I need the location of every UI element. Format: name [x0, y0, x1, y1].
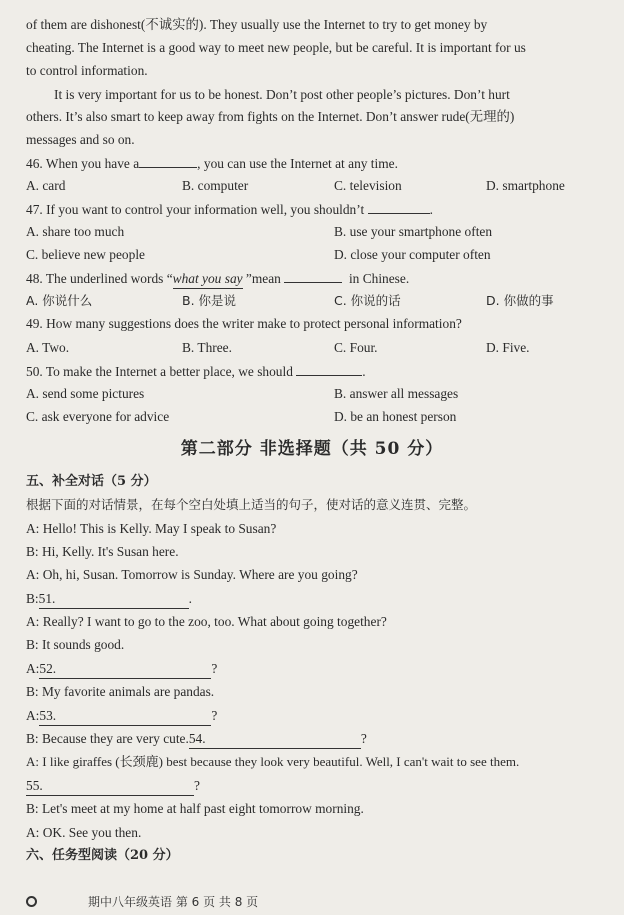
- blank-51: 51.: [39, 590, 189, 609]
- option-b: B. Three.: [182, 340, 232, 355]
- passage-line: others. It’s also smart to keep away from fights on the Internet. Don’t answer rude(无理的): [26, 109, 515, 124]
- section-five-heading: 五、补全对话（5 分）: [26, 474, 157, 489]
- passage-line: messages and so on.: [26, 132, 135, 147]
- dialogue-line-53: A:53. ?: [26, 707, 217, 726]
- option-c: C. believe new people: [26, 247, 145, 262]
- option-b: B. 你是说: [182, 293, 237, 308]
- question-50: 50. To make the Internet a better place, we should .: [26, 364, 366, 379]
- dialogue-line: B: My favorite animals are pandas.: [26, 684, 215, 699]
- section-five-instruction: 根据下面的对话情景，在每个空白处填上适当的句子，使对话的意义连贯、完整。: [26, 497, 477, 512]
- dialogue-line: A: I like giraffes (长颈鹿) best because they look very beautiful. Well, I can't wait to see them.: [26, 754, 520, 769]
- option-a: A. card: [26, 178, 66, 193]
- passage-line: of them are dishonest(不诚实的). They usually use the Internet to try to get money by: [26, 17, 488, 32]
- dialogue-line-51: B:51. .: [26, 590, 192, 609]
- option-c: C. 你说的话: [334, 293, 401, 308]
- option-a: A. 你说什么: [26, 293, 93, 308]
- question-47: 47. If you want to control your information well, you shouldn’t .: [26, 202, 433, 217]
- question-48: 48. The underlined words “what you say ”mean in Chinese.: [26, 269, 409, 289]
- answer-blank: [296, 362, 362, 376]
- answer-blank: [284, 269, 342, 283]
- question-46: 46. When you have a , you can use the Internet at any time.: [26, 156, 398, 171]
- passage-line: to control information.: [26, 63, 148, 78]
- option-d: D. smartphone: [486, 178, 565, 193]
- option-b: B. computer: [182, 178, 249, 193]
- section-six-heading: 六、任务型阅读（20 分）: [26, 848, 179, 863]
- dialogue-line-54: B: Because they are very cute.54. ?: [26, 730, 367, 749]
- dialogue-line-52: A:52. ?: [26, 660, 217, 679]
- option-a: A. Two.: [26, 340, 70, 355]
- question-49: 49. How many suggestions does the writer make to protect personal information?: [26, 316, 462, 331]
- option-c: C. Four.: [334, 340, 378, 355]
- option-d: D. 你做的事: [486, 293, 554, 308]
- underlined-words: what you say: [173, 270, 243, 289]
- dialogue-line: A: OK. See you then.: [26, 825, 142, 840]
- passage-line: cheating. The Internet is a good way to meet new people, but be careful. It is important for us: [26, 40, 526, 55]
- option-c: C. television: [334, 178, 402, 193]
- option-a: A. share too much: [26, 224, 125, 239]
- dialogue-line: A: Hello! This is Kelly. May I speak to Susan?: [26, 521, 277, 536]
- binding-hole-icon: [26, 896, 37, 907]
- dialogue-line: A: Oh, hi, Susan. Tomorrow is Sunday. Where are you going?: [26, 567, 358, 582]
- option-a: A. send some pictures: [26, 386, 145, 401]
- answer-blank: [368, 200, 430, 214]
- blank-55: 55.: [26, 777, 194, 796]
- dialogue-line: B: Hi, Kelly. It's Susan here.: [26, 544, 179, 559]
- option-b: B. answer all messages: [334, 386, 459, 401]
- option-c: C. ask everyone for advice: [26, 409, 170, 424]
- blank-52: 52.: [39, 660, 211, 679]
- blank-53: 53.: [39, 707, 211, 726]
- option-d: D. Five.: [486, 340, 530, 355]
- option-d: D. close your computer often: [334, 247, 491, 262]
- dialogue-line: B: Let's meet at my home at half past eight tomorrow morning.: [26, 801, 364, 816]
- dialogue-line: A: Really? I want to go to the zoo, too. What about going together?: [26, 614, 387, 629]
- part-two-title: 第二部分 非选择题（共 50 分）: [180, 439, 444, 459]
- passage-line: It is very important for us to be honest. Don’t post other people’s pictures. Don’t hurt: [54, 87, 510, 102]
- answer-blank: [139, 154, 197, 168]
- option-d: D. be an honest person: [334, 409, 457, 424]
- page-footer: 期中八年级英语 第 6 页 共 8 页: [88, 895, 259, 909]
- dialogue-line: B: It sounds good.: [26, 637, 125, 652]
- dialogue-line-55: 55. ?: [26, 777, 200, 796]
- blank-54: 54.: [189, 730, 361, 749]
- option-b: B. use your smartphone often: [334, 224, 493, 239]
